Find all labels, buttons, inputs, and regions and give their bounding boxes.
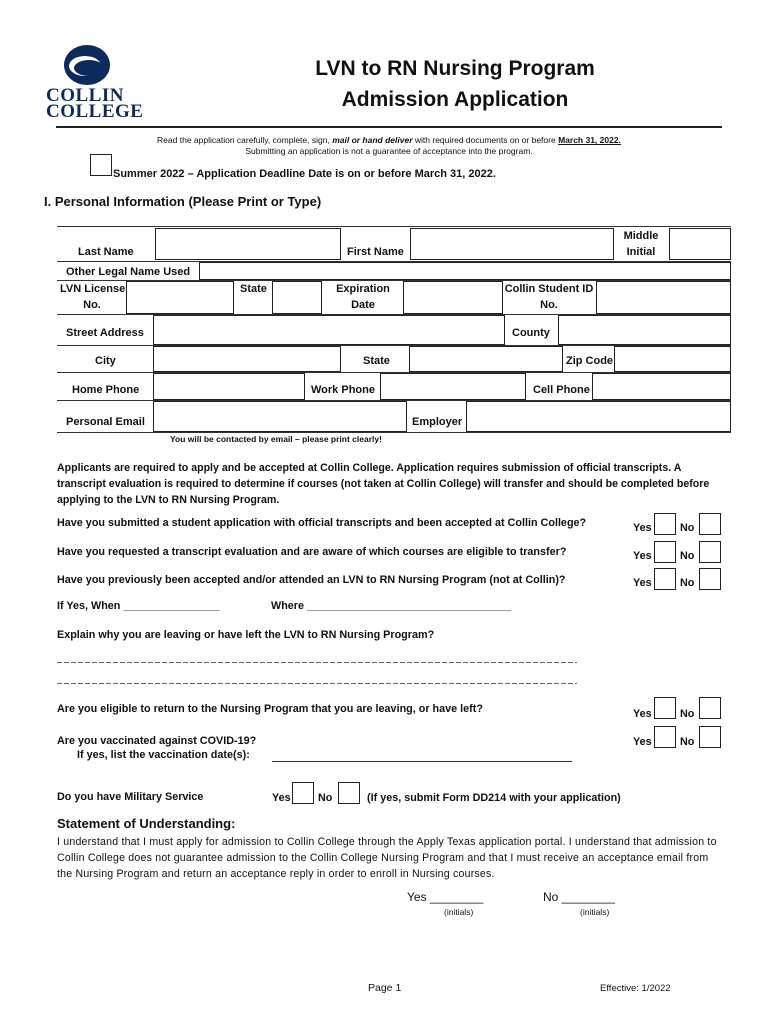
requirements-intro: Applicants are required to apply and be accepted at Collin College. Application requires submission of official transcripts. A transcript evaluation is required to determine if courses (not taken at Collin College) will transfer and should be completed before applying to the LVN to RN Nursing Program.	[57, 462, 710, 506]
q4-yes-checkbox[interactable]	[654, 697, 676, 719]
zip-field[interactable]	[614, 346, 731, 372]
yes-label: Yes	[633, 577, 652, 589]
no-label: No	[680, 550, 695, 562]
last-name-label: Last Name	[78, 246, 134, 258]
first-name-label: First Name	[347, 246, 404, 258]
cell-phone-field[interactable]	[592, 373, 731, 400]
grid-line	[57, 226, 731, 227]
no-label: No	[680, 522, 695, 534]
military-no-checkbox[interactable]	[338, 782, 360, 804]
other-legal-name-field[interactable]	[199, 262, 731, 280]
military-note: (If yes, submit Form DD214 with your application)	[367, 792, 621, 804]
no-label: No	[680, 736, 695, 748]
middle-initial-label-2: Initial	[626, 246, 656, 258]
lvn-license-label-2: No.	[83, 299, 101, 311]
personal-section-title: I. Personal Information (Please Print or Type)	[44, 194, 322, 209]
page-title-line1: LVN to RN Nursing Program	[315, 57, 595, 80]
middle-initial-label-1: Middle	[623, 230, 659, 242]
q5-yes-checkbox[interactable]	[654, 726, 676, 748]
q2-no-checkbox[interactable]	[699, 541, 721, 563]
personal-email-label: Personal Email	[66, 416, 145, 428]
lvn-license-label-1: LVN License	[60, 283, 126, 295]
student-id-label-2: No.	[540, 299, 558, 311]
zip-label: Zip Code	[566, 355, 614, 367]
student-id-field[interactable]	[596, 281, 731, 314]
explain-line-1[interactable]	[57, 662, 577, 663]
personal-email-field[interactable]	[153, 401, 407, 432]
statement-yes-initials-field[interactable]: Yes ________	[407, 890, 484, 904]
effective-date: Effective: 1/2022	[600, 983, 671, 994]
no-label: No	[680, 577, 695, 589]
question-accepted: Have you submitted a student application with official transcripts and been accepted at Collin College?	[57, 517, 587, 529]
collin-college-logo-icon	[40, 44, 110, 88]
statement-body: I understand that I must apply for admission to Collin College through the Apply Texas application portal. I understand that admission to Collin College does not guarantee admission to the Collin College Nursing Program and that I must receive an acceptance email from the Nursing Program and return an acceptance reply in order to enroll in Nursing courses.	[57, 836, 717, 880]
grid-line	[57, 432, 731, 433]
q4-no-checkbox[interactable]	[699, 697, 721, 719]
work-phone-label: Work Phone	[311, 384, 375, 396]
where-field[interactable]: Where __________________________________	[271, 600, 512, 612]
yes-label: Yes	[633, 736, 652, 748]
no-label: No	[318, 792, 333, 804]
q3-yes-checkbox[interactable]	[654, 568, 676, 590]
page-number: Page 1	[368, 982, 402, 994]
license-state-field[interactable]	[272, 281, 322, 314]
instructions-line1: Read the application carefully, complete, sign, mail or hand deliver with required documents on or before March 31, 2022.	[157, 135, 621, 145]
address-state-field[interactable]	[409, 346, 563, 372]
county-label: County	[512, 327, 550, 339]
county-field[interactable]	[558, 315, 731, 345]
military-yes-checkbox[interactable]	[292, 782, 314, 804]
lvn-license-field[interactable]	[126, 281, 234, 314]
city-field[interactable]	[153, 346, 341, 372]
statement-title: Statement of Understanding:	[57, 816, 236, 831]
work-phone-field[interactable]	[380, 373, 526, 400]
first-name-field[interactable]	[410, 228, 614, 260]
military-question: Do you have Military Service	[57, 791, 204, 803]
initials-label: (initials)	[580, 907, 610, 917]
license-state-label: State	[240, 283, 267, 295]
home-phone-field[interactable]	[153, 373, 305, 400]
student-id-label-1: Collin Student ID	[504, 283, 594, 295]
middle-initial-field[interactable]	[669, 228, 731, 260]
logo-word-top: COLLIN	[46, 85, 124, 106]
deadline-text: Summer 2022 – Application Deadline Date is on or before March 31, 2022.	[113, 168, 496, 180]
deadline-checkbox[interactable]	[90, 154, 112, 176]
expiration-label-2: Date	[351, 299, 375, 311]
yes-label: Yes	[633, 550, 652, 562]
page-title-line2: Admission Application	[341, 88, 569, 111]
q2-yes-checkbox[interactable]	[654, 541, 676, 563]
address-state-label: State	[363, 355, 390, 367]
q3-no-checkbox[interactable]	[699, 568, 721, 590]
q1-no-checkbox[interactable]	[699, 513, 721, 535]
cell-phone-label: Cell Phone	[533, 384, 590, 396]
last-name-field[interactable]	[155, 228, 341, 260]
street-address-field[interactable]	[153, 315, 505, 345]
email-note: You will be contacted by email – please print clearly!	[170, 434, 382, 444]
yes-label: Yes	[633, 708, 652, 720]
home-phone-label: Home Phone	[72, 384, 140, 396]
employer-label: Employer	[412, 416, 463, 428]
employer-field[interactable]	[466, 401, 731, 432]
question-previous-program: Have you previously been accepted and/or attended an LVN to RN Nursing Program (not at Collin)?	[57, 574, 566, 586]
vaccination-dates-line[interactable]	[272, 761, 572, 762]
no-label: No	[680, 708, 695, 720]
q1-yes-checkbox[interactable]	[654, 513, 676, 535]
statement-no-initials-field[interactable]: No ________	[543, 890, 616, 904]
street-address-label: Street Address	[66, 327, 144, 339]
other-legal-name-label: Other Legal Name Used	[66, 266, 191, 278]
question-covid-vaccinated: Are you vaccinated against COVID-19?	[57, 735, 257, 747]
logo-word-bottom: COLLEGE	[46, 101, 144, 122]
q5-no-checkbox[interactable]	[699, 726, 721, 748]
explain-line-2[interactable]	[57, 683, 577, 684]
city-label: City	[95, 355, 116, 367]
header-rule	[56, 126, 722, 128]
yes-label: Yes	[633, 522, 652, 534]
expiration-field[interactable]	[403, 281, 503, 314]
yes-label: Yes	[272, 792, 291, 804]
question-eligible-return: Are you eligible to return to the Nursing Program that you are leaving, or have left?	[57, 703, 483, 715]
vaccination-dates-label: If yes, list the vaccination date(s):	[77, 749, 250, 761]
explain-question: Explain why you are leaving or have left the LVN to RN Nursing Program?	[57, 629, 435, 641]
expiration-label-1: Expiration	[336, 283, 390, 295]
if-yes-when-field[interactable]: If Yes, When ________________	[57, 600, 220, 612]
initials-label: (initials)	[444, 907, 474, 917]
question-transcript-evaluation: Have you requested a transcript evaluation and are aware of which courses are eligible to transfer?	[57, 546, 567, 558]
instructions-line2: Submitting an application is not a guarantee of acceptance into the program.	[245, 146, 533, 156]
